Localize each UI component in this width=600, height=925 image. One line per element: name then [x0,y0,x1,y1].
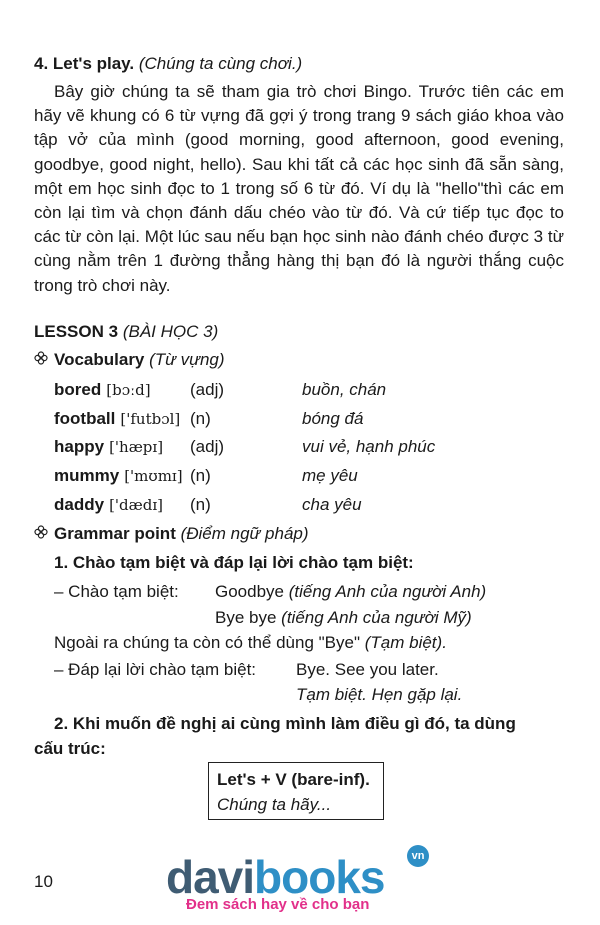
vocab-word: mummy ['mʊmɪ] [54,466,183,485]
lesson-title-italic: (BÀI HỌC 3) [122,322,219,341]
vocab-word: happy ['hæpɪ] [54,437,164,456]
grammar-heading-italic: (Điểm ngữ pháp) [180,524,309,543]
bingo-instructions-paragraph: Bây giờ chúng ta sẽ tham gia trò chơi Bingo. Trước tiên các em hãy vẽ khung có 6 từ vựng đã gợi ý trong trang 9 sách giáo khoa vào tập vở của mình (good morning, good afternoon, good evening, goodbye, good night, hello). Sau khi tất cả các học sinh đã sẵn sàng, một em học sinh đọc to 1 trong số 6 từ đó. Ví dụ là "hello"thì các em còn lại tìm và chọn đánh dấu chéo vào từ đó. Và cứ tiếp tục đọc to các từ còn lại. Một lúc sau nếu bạn học sinh nào đánh chéo được 3 từ cùng nằm trên 1 đường thẳng hàng thị bạn đó là người thắng cuộc trong trò chơi này. [34,82,564,295]
grammar-point-1-title: 1. Chào tạm biệt và đáp lại lời chào tạm biệt: [54,553,414,572]
vocab-word: daddy ['dædɪ] [54,495,163,514]
also-bye-note: (Tạm biệt). [364,633,447,652]
section-4-title [34,52,302,76]
vocab-pos: (n) [190,466,211,485]
grammar-heading-bold: Grammar point [54,524,176,543]
structure-box [208,762,384,820]
section-4-title-bold: 4. Let's play. [34,54,135,73]
vocab-meaning: bóng đá [302,409,364,428]
farewell-goodbye-note: (tiếng Anh của người Anh) [288,582,487,601]
vocab-meaning: buồn, chán [302,380,387,399]
vocab-ipa: ['dædɪ] [109,496,163,514]
section-4-title-italic: (Chúng ta cùng chơi.) [138,54,303,73]
farewell-goodbye: Goodbye (tiếng Anh của người Anh) [215,582,487,601]
vocab-ipa: ['hæpɪ] [109,438,164,456]
vocabulary-heading-italic: (Từ vựng) [149,350,225,369]
structure-translation: Chúng ta hãy... [217,795,332,814]
grammar-heading [34,522,309,546]
logo-slogan: Đem sách hay về cho bạn [186,896,370,913]
vocab-meaning: cha yêu [302,495,362,514]
vocabulary-heading-bold: Vocabulary [54,350,145,369]
vocabulary-heading [34,348,225,372]
reply-vietnamese: Tạm biệt. Hẹn gặp lại. [296,685,463,704]
vocab-word: football ['futbɔl] [54,409,181,428]
vocab-pos: (n) [190,495,211,514]
logo-text-books: books [254,851,385,903]
page-number: 10 [34,872,53,891]
farewell-bye-bye-note: (tiếng Anh của người Mỹ) [281,608,472,627]
vocab-pos: (adj) [190,380,225,399]
reply-label: – Đáp lại lời chào tạm biệt: [54,660,257,679]
logo-text-davi: davi [166,851,255,903]
also-bye-line: Ngoài ra chúng ta còn có thể dùng "Bye" (Tạm biệt). [54,633,447,652]
vocab-ipa: ['mʊmɪ] [124,467,183,485]
lesson-title-bold: LESSON 3 [34,322,119,341]
flower-bullet-icon [34,348,48,372]
vocab-meaning: vui vẻ, hạnh phúc [302,437,436,456]
lesson-title [34,320,218,344]
vocab-meaning: mẹ yêu [302,466,358,485]
vocab-ipa: [bɔːd] [106,381,151,399]
farewell-label: – Chào tạm biệt: [54,582,179,601]
structure-formula: Let's + V (bare-inf). [217,770,370,789]
reply-english: Bye. See you later. [296,660,439,679]
grammar-point-2-line-1: 2. Khi muốn đề nghị ai cùng mình làm điều gì đó, ta dùng [54,714,516,733]
farewell-bye-bye: Bye bye (tiếng Anh của người Mỹ) [215,608,472,627]
davibooks-logo [166,850,385,903]
grammar-point-2-line-2: cấu trúc: [34,739,106,758]
flower-bullet-icon [34,522,48,546]
vocab-pos: (adj) [190,437,225,456]
vocab-pos: (n) [190,409,211,428]
vocab-word: bored [bɔːd] [54,380,151,399]
logo-vn-badge: vn [407,845,429,867]
vocab-ipa: ['futbɔl] [120,410,181,428]
